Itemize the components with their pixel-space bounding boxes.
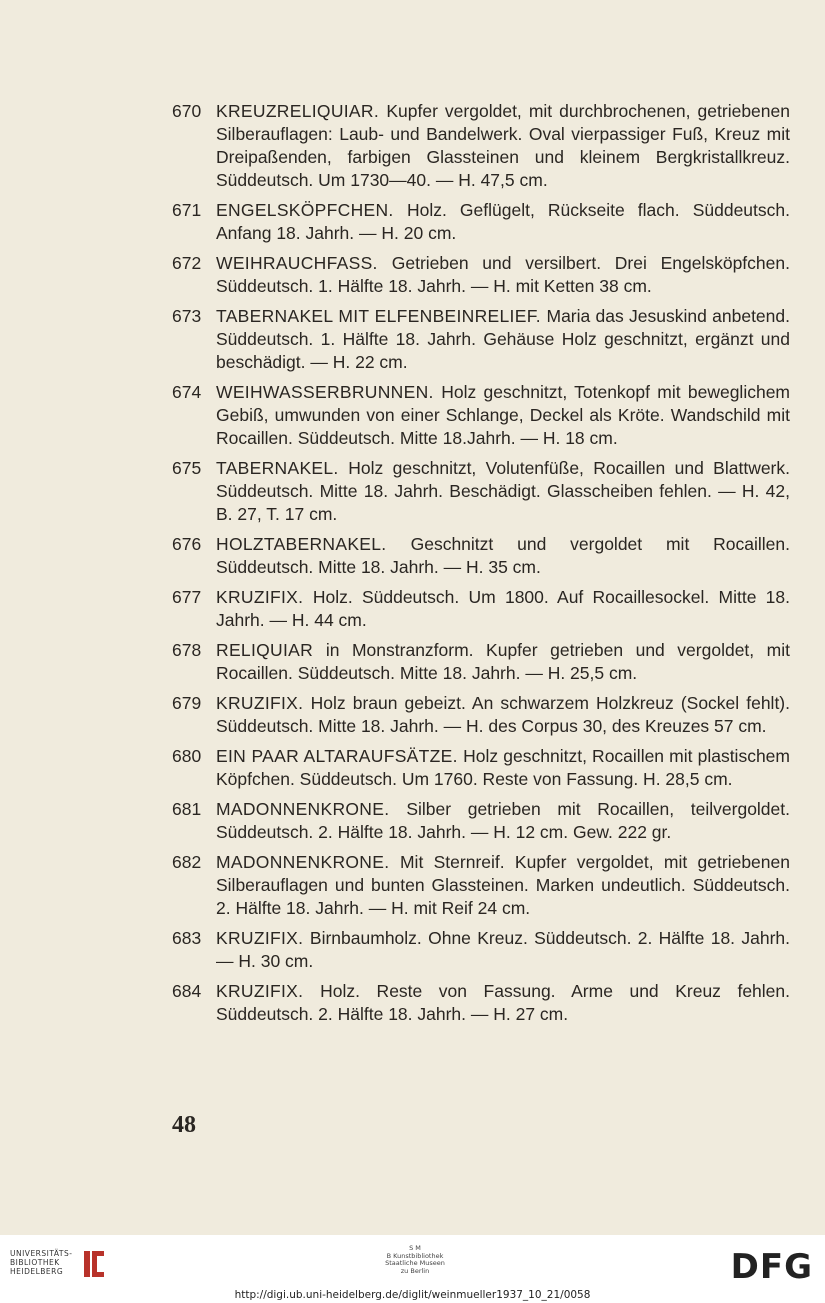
entry-title: MADONNENKRONE. bbox=[216, 799, 407, 819]
entry-number: 678 bbox=[172, 640, 202, 660]
entry-number: 677 bbox=[172, 587, 202, 607]
entry-text: Holz. Reste von Fassung. Arme und Kreuz fehlen. Süddeutsch. 2. Hälfte 18. Jahrh. — H. 27 cm. bbox=[216, 981, 791, 1024]
catalog-entry bbox=[172, 745, 790, 791]
entry-number: 684 bbox=[172, 981, 202, 1001]
entry-title: RELIQUIAR bbox=[216, 640, 326, 660]
entry-title: WEIHRAUCHFASS. bbox=[216, 253, 392, 273]
catalog-entry bbox=[172, 252, 790, 298]
entry-text: Getrieben und versilbert. Drei Engelsköpfchen. Süddeutsch. 1. Hälfte 18. Jahrh. — H. mit Ketten 38 cm. bbox=[216, 253, 790, 296]
entry-title: KRUZIFIX. bbox=[216, 587, 313, 607]
entry-text: Holz. Geflügelt, Rückseite flach. Süddeutsch. Anfang 18. Jahrh. — H. 20 cm. bbox=[216, 200, 790, 243]
entry-text: Holz. Süddeutsch. Um 1800. Auf Rocaillesockel. Mitte 18. Jahrh. — H. 44 cm. bbox=[216, 587, 790, 630]
source-url[interactable]: http://digi.ub.uni-heidelberg.de/diglit/weinmueller1937_10_21/0058 bbox=[234, 1289, 591, 1301]
catalog-entry bbox=[172, 457, 790, 526]
entry-text: Holz geschnitzt, Rocaillen mit plastischem Köpfchen. Süddeutsch. Um 1760. Reste von Fassung. H. 28,5 cm. bbox=[216, 746, 790, 789]
catalog-entry bbox=[172, 639, 790, 685]
catalog-entry bbox=[172, 199, 790, 245]
entry-title: HOLZTABERNAKEL. bbox=[216, 534, 411, 554]
catalog-entry bbox=[172, 586, 790, 632]
page-number: 48 bbox=[172, 1112, 196, 1138]
catalog-entry bbox=[172, 798, 790, 844]
entry-text: Kupfer vergoldet, mit durchbrochenen, getriebenen Silberauflagen: Laub- und Bandelwerk. Oval vierpassiger Fuß, Kreuz mit Dreipaßenden, farbigen Glassteinen und kleinem Bergkristallkreuz. Süddeutsch. Um 1730—40. — H. 47,5 cm. bbox=[216, 101, 790, 190]
center-line: Staatliche Museen bbox=[385, 1259, 445, 1267]
entry-text: Holz geschnitzt, Totenkopf mit beweglichem Gebiß, umwunden von einer Schlange, Deckel als Kröte. Wandschild mit Rocaillen. Süddeutsch. Mitte 18.Jahrh. — H. 18 cm. bbox=[216, 382, 790, 448]
catalog-entry bbox=[172, 305, 790, 374]
entry-text: Holz geschnitzt, Volutenfüße, Rocaillen und Blattwerk. Süddeutsch. Mitte 18. Jahrh. Beschädigt. Glasscheiben fehlen. — H. 42, B. 27, T. 17 cm. bbox=[216, 458, 791, 524]
entry-title: WEIHWASSERBRUNNEN. bbox=[216, 382, 442, 402]
catalog-entry bbox=[172, 692, 790, 738]
center-line: B Kunstbibliothek bbox=[386, 1251, 444, 1260]
entry-title: TABERNAKEL MIT ELFENBEINRELIEF. bbox=[216, 306, 547, 326]
heidelberg-emblem-icon bbox=[80, 1249, 108, 1279]
entry-title: KRUZIFIX. bbox=[216, 928, 310, 948]
entry-title: TABERNAKEL. bbox=[216, 458, 349, 478]
entry-number: 682 bbox=[172, 852, 202, 872]
entry-title: KREUZRELIQUIAR. bbox=[216, 101, 387, 121]
entry-number: 672 bbox=[172, 253, 202, 273]
catalog-entries bbox=[172, 100, 790, 1033]
digitization-footer bbox=[0, 1235, 825, 1303]
entry-title: KRUZIFIX. bbox=[216, 981, 321, 1001]
center-line: S M bbox=[409, 1244, 421, 1252]
entry-number: 681 bbox=[172, 799, 202, 819]
entry-number: 676 bbox=[172, 534, 202, 554]
entry-number: 680 bbox=[172, 746, 202, 766]
entry-number: 670 bbox=[172, 101, 202, 121]
uni-line: BIBLIOTHEK bbox=[10, 1258, 60, 1267]
entry-number: 683 bbox=[172, 928, 202, 948]
entry-number: 671 bbox=[172, 200, 202, 220]
uni-line: UNIVERSITÄTS- bbox=[10, 1249, 73, 1258]
entry-text: Mit Sternreif. Kupfer vergoldet, mit getriebenen Silberauflagen und bunten Glassteinen. Marken undeutlich. Süddeutsch. 2. Hälfte 18. Jahrh. — H. mit Reif 24 cm. bbox=[216, 852, 790, 918]
university-library-logo bbox=[10, 1249, 120, 1276]
entry-text: Holz braun gebeizt. An schwarzem Holzkreuz (Sockel fehlt). Süddeutsch. Mitte 18. Jahrh. — H. des Corpus 30, des Kreuzes 57 cm. bbox=[216, 693, 790, 736]
entry-text: Birnbaumholz. Ohne Kreuz. Süddeutsch. 2. Hälfte 18. Jahrh. — H. 30 cm. bbox=[216, 928, 790, 971]
catalog-entry bbox=[172, 980, 790, 1026]
entry-number: 674 bbox=[172, 382, 202, 402]
entry-text: Geschnitzt und vergoldet mit Rocaillen. Süddeutsch. Mitte 18. Jahrh. — H. 35 cm. bbox=[216, 534, 790, 577]
entry-text: in Monstranzform. Kupfer getrieben und vergoldet, mit Rocaillen. Süddeutsch. Mitte 18. Jahrh. — H. 25,5 cm. bbox=[216, 640, 790, 683]
entry-number: 675 bbox=[172, 458, 202, 478]
entry-text: Silber getrieben mit Rocaillen, teilvergoldet. Süddeutsch. 2. Hälfte 18. Jahrh. — H. 12 cm. Gew. 222 gr. bbox=[216, 799, 790, 842]
entry-number: 673 bbox=[172, 306, 202, 326]
entry-title: MADONNENKRONE. bbox=[216, 852, 400, 872]
entry-number: 679 bbox=[172, 693, 202, 713]
kunstbibliothek-logo bbox=[360, 1245, 470, 1275]
uni-line: HEIDELBERG bbox=[10, 1267, 64, 1276]
dfg-logo: DFG bbox=[730, 1247, 813, 1287]
center-line: zu Berlin bbox=[400, 1266, 430, 1275]
entry-title: EIN PAAR ALTARAUFSÄTZE. bbox=[216, 746, 464, 766]
catalog-entry bbox=[172, 533, 790, 579]
catalog-entry bbox=[172, 927, 790, 973]
entry-title: KRUZIFIX. bbox=[216, 693, 311, 713]
entry-title: ENGELSKÖPFCHEN. bbox=[216, 200, 407, 220]
entry-text: Maria das Jesuskind anbetend. Süddeutsch. 1. Hälfte 18. Jahrh. Gehäuse Holz geschnitzt, ergänzt und beschädigt. — H. 22 cm. bbox=[216, 306, 790, 372]
catalog-entry bbox=[172, 851, 790, 920]
catalog-entry bbox=[172, 100, 790, 192]
catalog-entry bbox=[172, 381, 790, 450]
